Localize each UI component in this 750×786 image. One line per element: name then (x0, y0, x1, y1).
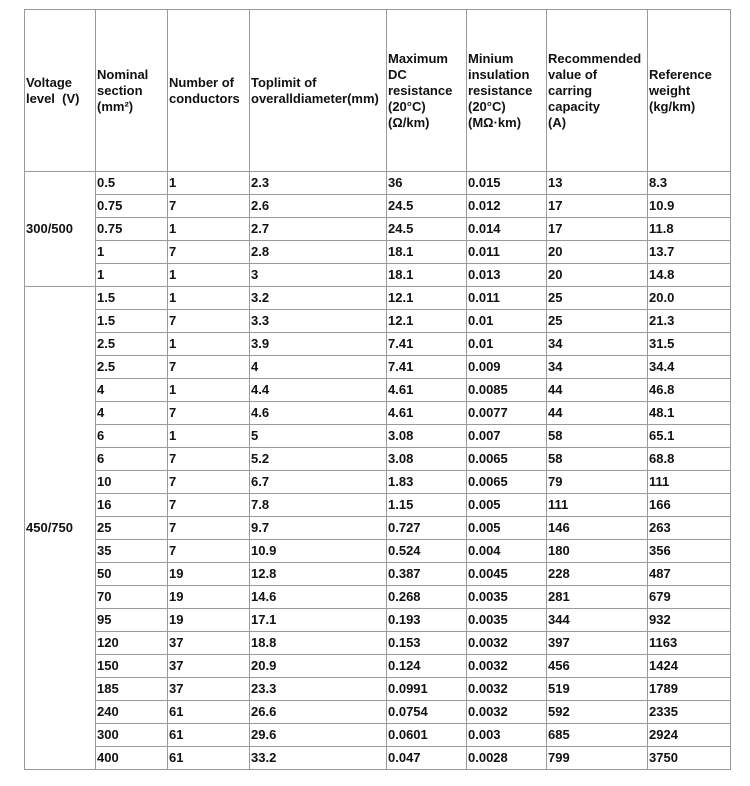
cell-diameter: 3.9 (250, 333, 387, 356)
cell-weight: 65.1 (648, 425, 731, 448)
table-row (25, 747, 731, 770)
column-header-line: conductors (169, 90, 240, 106)
cell-section: 150 (96, 655, 168, 678)
cell-section: 1 (96, 264, 168, 287)
table-row (25, 540, 731, 563)
cell-diameter: 29.6 (250, 724, 387, 747)
cell-weight: 20.0 (648, 287, 731, 310)
cell-diameter: 2.8 (250, 241, 387, 264)
cell-diameter: 7.8 (250, 494, 387, 517)
cell-insulation-resistance: 0.0035 (467, 609, 547, 632)
cell-diameter: 33.2 (250, 747, 387, 770)
cell-insulation-resistance: 0.0077 (467, 402, 547, 425)
table-row (25, 563, 731, 586)
cell-capacity: 17 (547, 218, 648, 241)
cell-weight: 21.3 (648, 310, 731, 333)
column-header-line: (20°C) (388, 98, 426, 114)
cell-conductors: 1 (168, 333, 250, 356)
cell-diameter: 9.7 (250, 517, 387, 540)
cell-dc-resistance: 0.193 (387, 609, 467, 632)
cell-insulation-resistance: 0.0032 (467, 678, 547, 701)
cell-diameter: 3 (250, 264, 387, 287)
cell-dc-resistance: 0.524 (387, 540, 467, 563)
cell-diameter: 3.2 (250, 287, 387, 310)
cell-conductors: 1 (168, 218, 250, 241)
cell-section: 95 (96, 609, 168, 632)
column-header-line: DC (388, 66, 407, 82)
cell-conductors: 7 (168, 494, 250, 517)
table-row (25, 494, 731, 517)
column-header-diameter (250, 10, 387, 172)
cell-insulation-resistance: 0.011 (467, 287, 547, 310)
column-header-line: section (97, 82, 143, 98)
cell-section: 25 (96, 517, 168, 540)
table-row (25, 609, 731, 632)
cell-conductors: 7 (168, 402, 250, 425)
column-header-line: Minium (468, 50, 514, 66)
table-row (25, 517, 731, 540)
cell-dc-resistance: 7.41 (387, 356, 467, 379)
cell-insulation-resistance: 0.011 (467, 241, 547, 264)
cell-weight: 48.1 (648, 402, 731, 425)
header-row (25, 10, 731, 172)
column-header-line: (kg/km) (649, 98, 696, 114)
column-header-line: level (V) (26, 90, 80, 106)
cell-weight: 10.9 (648, 195, 731, 218)
cell-insulation-resistance: 0.01 (467, 310, 547, 333)
column-header-line: Reference (649, 66, 712, 82)
column-header-line: Number of (169, 74, 234, 90)
cell-section: 1 (96, 241, 168, 264)
cell-conductors: 37 (168, 655, 250, 678)
cell-insulation-resistance: 0.0065 (467, 471, 547, 494)
cell-diameter: 23.3 (250, 678, 387, 701)
cell-diameter: 2.6 (250, 195, 387, 218)
cell-weight: 1163 (648, 632, 731, 655)
column-header-dc-resistance (387, 10, 467, 172)
cell-diameter: 5.2 (250, 448, 387, 471)
cell-insulation-resistance: 0.004 (467, 540, 547, 563)
cell-section: 1.5 (96, 310, 168, 333)
cell-dc-resistance: 12.1 (387, 310, 467, 333)
cell-dc-resistance: 7.41 (387, 333, 467, 356)
cell-section: 240 (96, 701, 168, 724)
column-header-line: resistance (388, 82, 453, 98)
table-header (25, 10, 731, 172)
cell-capacity: 799 (547, 747, 648, 770)
cell-insulation-resistance: 0.007 (467, 425, 547, 448)
column-header-line: overalldiameter(mm) (251, 90, 379, 106)
cell-capacity: 25 (547, 310, 648, 333)
cell-diameter: 17.1 (250, 609, 387, 632)
cell-dc-resistance: 0.153 (387, 632, 467, 655)
column-header-line: Nominal (97, 66, 149, 82)
cell-weight: 679 (648, 586, 731, 609)
cell-dc-resistance: 18.1 (387, 264, 467, 287)
cell-capacity: 25 (547, 287, 648, 310)
cell-capacity: 20 (547, 241, 648, 264)
table-row (25, 701, 731, 724)
column-header-line: (20°C) (468, 98, 506, 114)
cell-dc-resistance: 0.0601 (387, 724, 467, 747)
cell-insulation-resistance: 0.012 (467, 195, 547, 218)
cell-diameter: 26.6 (250, 701, 387, 724)
column-header-line: (MΩ·km) (468, 114, 522, 130)
cell-conductors: 7 (168, 540, 250, 563)
cell-section: 400 (96, 747, 168, 770)
column-header-capacity (547, 10, 648, 172)
column-header-line: carring (548, 82, 593, 98)
cell-diameter: 4 (250, 356, 387, 379)
cell-insulation-resistance: 0.0032 (467, 632, 547, 655)
cell-diameter: 2.7 (250, 218, 387, 241)
table-row (25, 333, 731, 356)
cell-conductors: 7 (168, 310, 250, 333)
cell-weight: 34.4 (648, 356, 731, 379)
cell-dc-resistance: 4.61 (387, 379, 467, 402)
cell-insulation-resistance: 0.009 (467, 356, 547, 379)
cable-spec-table (24, 9, 731, 770)
cell-dc-resistance: 1.83 (387, 471, 467, 494)
cell-capacity: 456 (547, 655, 648, 678)
table-row (25, 172, 731, 195)
cell-insulation-resistance: 0.0035 (467, 586, 547, 609)
cell-weight: 356 (648, 540, 731, 563)
column-header-section (96, 10, 168, 172)
cell-dc-resistance: 36 (387, 172, 467, 195)
table-row (25, 471, 731, 494)
cell-capacity: 111 (547, 494, 648, 517)
cell-section: 6 (96, 448, 168, 471)
cell-conductors: 1 (168, 264, 250, 287)
cell-insulation-resistance: 0.005 (467, 494, 547, 517)
cell-section: 10 (96, 471, 168, 494)
cell-section: 0.75 (96, 195, 168, 218)
cell-dc-resistance: 3.08 (387, 425, 467, 448)
cell-section: 185 (96, 678, 168, 701)
cell-capacity: 146 (547, 517, 648, 540)
cell-insulation-resistance: 0.0045 (467, 563, 547, 586)
table-row (25, 448, 731, 471)
cell-conductors: 1 (168, 425, 250, 448)
cell-capacity: 685 (547, 724, 648, 747)
cell-diameter: 2.3 (250, 172, 387, 195)
table-row (25, 586, 731, 609)
cell-insulation-resistance: 0.015 (467, 172, 547, 195)
cell-dc-resistance: 18.1 (387, 241, 467, 264)
cell-weight: 166 (648, 494, 731, 517)
voltage-level-cell: 300/500 (25, 172, 96, 287)
cell-capacity: 44 (547, 402, 648, 425)
cell-capacity: 344 (547, 609, 648, 632)
voltage-level-cell: 450/750 (25, 287, 96, 770)
cell-weight: 1789 (648, 678, 731, 701)
table-body (25, 172, 731, 770)
column-header-line: Maximum (388, 50, 448, 66)
cell-weight: 68.8 (648, 448, 731, 471)
table-row (25, 241, 731, 264)
column-header-insulation-resistance (467, 10, 547, 172)
table-row (25, 195, 731, 218)
cell-diameter: 18.8 (250, 632, 387, 655)
column-header-conductors (168, 10, 250, 172)
cell-section: 2.5 (96, 333, 168, 356)
cell-section: 120 (96, 632, 168, 655)
cell-conductors: 19 (168, 563, 250, 586)
cell-capacity: 592 (547, 701, 648, 724)
cell-section: 2.5 (96, 356, 168, 379)
column-header-line: insulation (468, 66, 530, 82)
cell-diameter: 6.7 (250, 471, 387, 494)
cell-conductors: 61 (168, 747, 250, 770)
cell-conductors: 7 (168, 241, 250, 264)
cell-conductors: 7 (168, 448, 250, 471)
cell-weight: 2924 (648, 724, 731, 747)
cell-capacity: 13 (547, 172, 648, 195)
cell-weight: 13.7 (648, 241, 731, 264)
table-row (25, 632, 731, 655)
cell-section: 1.5 (96, 287, 168, 310)
cell-section: 16 (96, 494, 168, 517)
cell-conductors: 61 (168, 701, 250, 724)
cell-conductors: 19 (168, 609, 250, 632)
cell-dc-resistance: 0.0991 (387, 678, 467, 701)
cell-capacity: 228 (547, 563, 648, 586)
cell-weight: 263 (648, 517, 731, 540)
cell-dc-resistance: 24.5 (387, 218, 467, 241)
cell-conductors: 1 (168, 287, 250, 310)
cell-diameter: 10.9 (250, 540, 387, 563)
cell-insulation-resistance: 0.014 (467, 218, 547, 241)
table-row (25, 310, 731, 333)
table-row (25, 356, 731, 379)
cell-dc-resistance: 3.08 (387, 448, 467, 471)
cell-weight: 1424 (648, 655, 731, 678)
cell-section: 4 (96, 402, 168, 425)
column-header-line: weight (649, 82, 691, 98)
cell-section: 50 (96, 563, 168, 586)
cell-diameter: 3.3 (250, 310, 387, 333)
column-header-line: Recommended (548, 50, 642, 66)
column-header-line: resistance (468, 82, 533, 98)
cell-conductors: 1 (168, 172, 250, 195)
cell-conductors: 7 (168, 471, 250, 494)
cell-insulation-resistance: 0.013 (467, 264, 547, 287)
cell-weight: 11.8 (648, 218, 731, 241)
cell-dc-resistance: 0.268 (387, 586, 467, 609)
cell-insulation-resistance: 0.01 (467, 333, 547, 356)
column-header-weight (648, 10, 731, 172)
cell-weight: 111 (648, 471, 731, 494)
cell-dc-resistance: 0.0754 (387, 701, 467, 724)
cell-section: 0.75 (96, 218, 168, 241)
cell-insulation-resistance: 0.0032 (467, 655, 547, 678)
column-header-line: Toplimit of (251, 74, 317, 90)
cell-section: 0.5 (96, 172, 168, 195)
table-row (25, 724, 731, 747)
column-header-voltage (25, 10, 96, 172)
column-header-line: (A) (548, 114, 567, 130)
cell-diameter: 4.6 (250, 402, 387, 425)
table-row (25, 425, 731, 448)
cell-capacity: 58 (547, 425, 648, 448)
cell-diameter: 14.6 (250, 586, 387, 609)
cell-dc-resistance: 0.387 (387, 563, 467, 586)
cell-weight: 3750 (648, 747, 731, 770)
cell-section: 300 (96, 724, 168, 747)
table-row (25, 287, 731, 310)
cell-capacity: 397 (547, 632, 648, 655)
cell-capacity: 281 (547, 586, 648, 609)
column-header-line: Voltage (26, 74, 72, 90)
cell-section: 6 (96, 425, 168, 448)
table-row (25, 218, 731, 241)
cell-dc-resistance: 0.124 (387, 655, 467, 678)
table-row (25, 379, 731, 402)
cell-weight: 31.5 (648, 333, 731, 356)
cell-section: 70 (96, 586, 168, 609)
cell-section: 35 (96, 540, 168, 563)
cell-capacity: 34 (547, 356, 648, 379)
cell-dc-resistance: 1.15 (387, 494, 467, 517)
table-row (25, 402, 731, 425)
column-header-line: capacity (548, 98, 601, 114)
cell-capacity: 58 (547, 448, 648, 471)
cell-diameter: 12.8 (250, 563, 387, 586)
table-row (25, 264, 731, 287)
cell-insulation-resistance: 0.0032 (467, 701, 547, 724)
cell-weight: 14.8 (648, 264, 731, 287)
cell-insulation-resistance: 0.0028 (467, 747, 547, 770)
cell-dc-resistance: 0.047 (387, 747, 467, 770)
cell-dc-resistance: 24.5 (387, 195, 467, 218)
cell-capacity: 519 (547, 678, 648, 701)
cell-insulation-resistance: 0.0065 (467, 448, 547, 471)
cell-conductors: 7 (168, 356, 250, 379)
cell-diameter: 5 (250, 425, 387, 448)
cell-capacity: 17 (547, 195, 648, 218)
cell-weight: 932 (648, 609, 731, 632)
column-header-line: (mm²) (97, 98, 134, 114)
column-header-line: (Ω/km) (388, 114, 430, 130)
cell-conductors: 7 (168, 195, 250, 218)
cell-conductors: 37 (168, 632, 250, 655)
cell-weight: 46.8 (648, 379, 731, 402)
cell-conductors: 7 (168, 517, 250, 540)
cell-dc-resistance: 12.1 (387, 287, 467, 310)
cell-capacity: 34 (547, 333, 648, 356)
cell-diameter: 4.4 (250, 379, 387, 402)
cell-capacity: 20 (547, 264, 648, 287)
cell-weight: 2335 (648, 701, 731, 724)
cell-diameter: 20.9 (250, 655, 387, 678)
cell-capacity: 44 (547, 379, 648, 402)
cell-insulation-resistance: 0.005 (467, 517, 547, 540)
cell-weight: 487 (648, 563, 731, 586)
cell-conductors: 37 (168, 678, 250, 701)
cell-capacity: 180 (547, 540, 648, 563)
cell-insulation-resistance: 0.003 (467, 724, 547, 747)
cell-conductors: 19 (168, 586, 250, 609)
table-row (25, 655, 731, 678)
cell-dc-resistance: 4.61 (387, 402, 467, 425)
cell-dc-resistance: 0.727 (387, 517, 467, 540)
cell-weight: 8.3 (648, 172, 731, 195)
cell-section: 4 (96, 379, 168, 402)
cell-capacity: 79 (547, 471, 648, 494)
column-header-line: value of (548, 66, 598, 82)
table-row (25, 678, 731, 701)
cell-conductors: 61 (168, 724, 250, 747)
cell-insulation-resistance: 0.0085 (467, 379, 547, 402)
cell-conductors: 1 (168, 379, 250, 402)
